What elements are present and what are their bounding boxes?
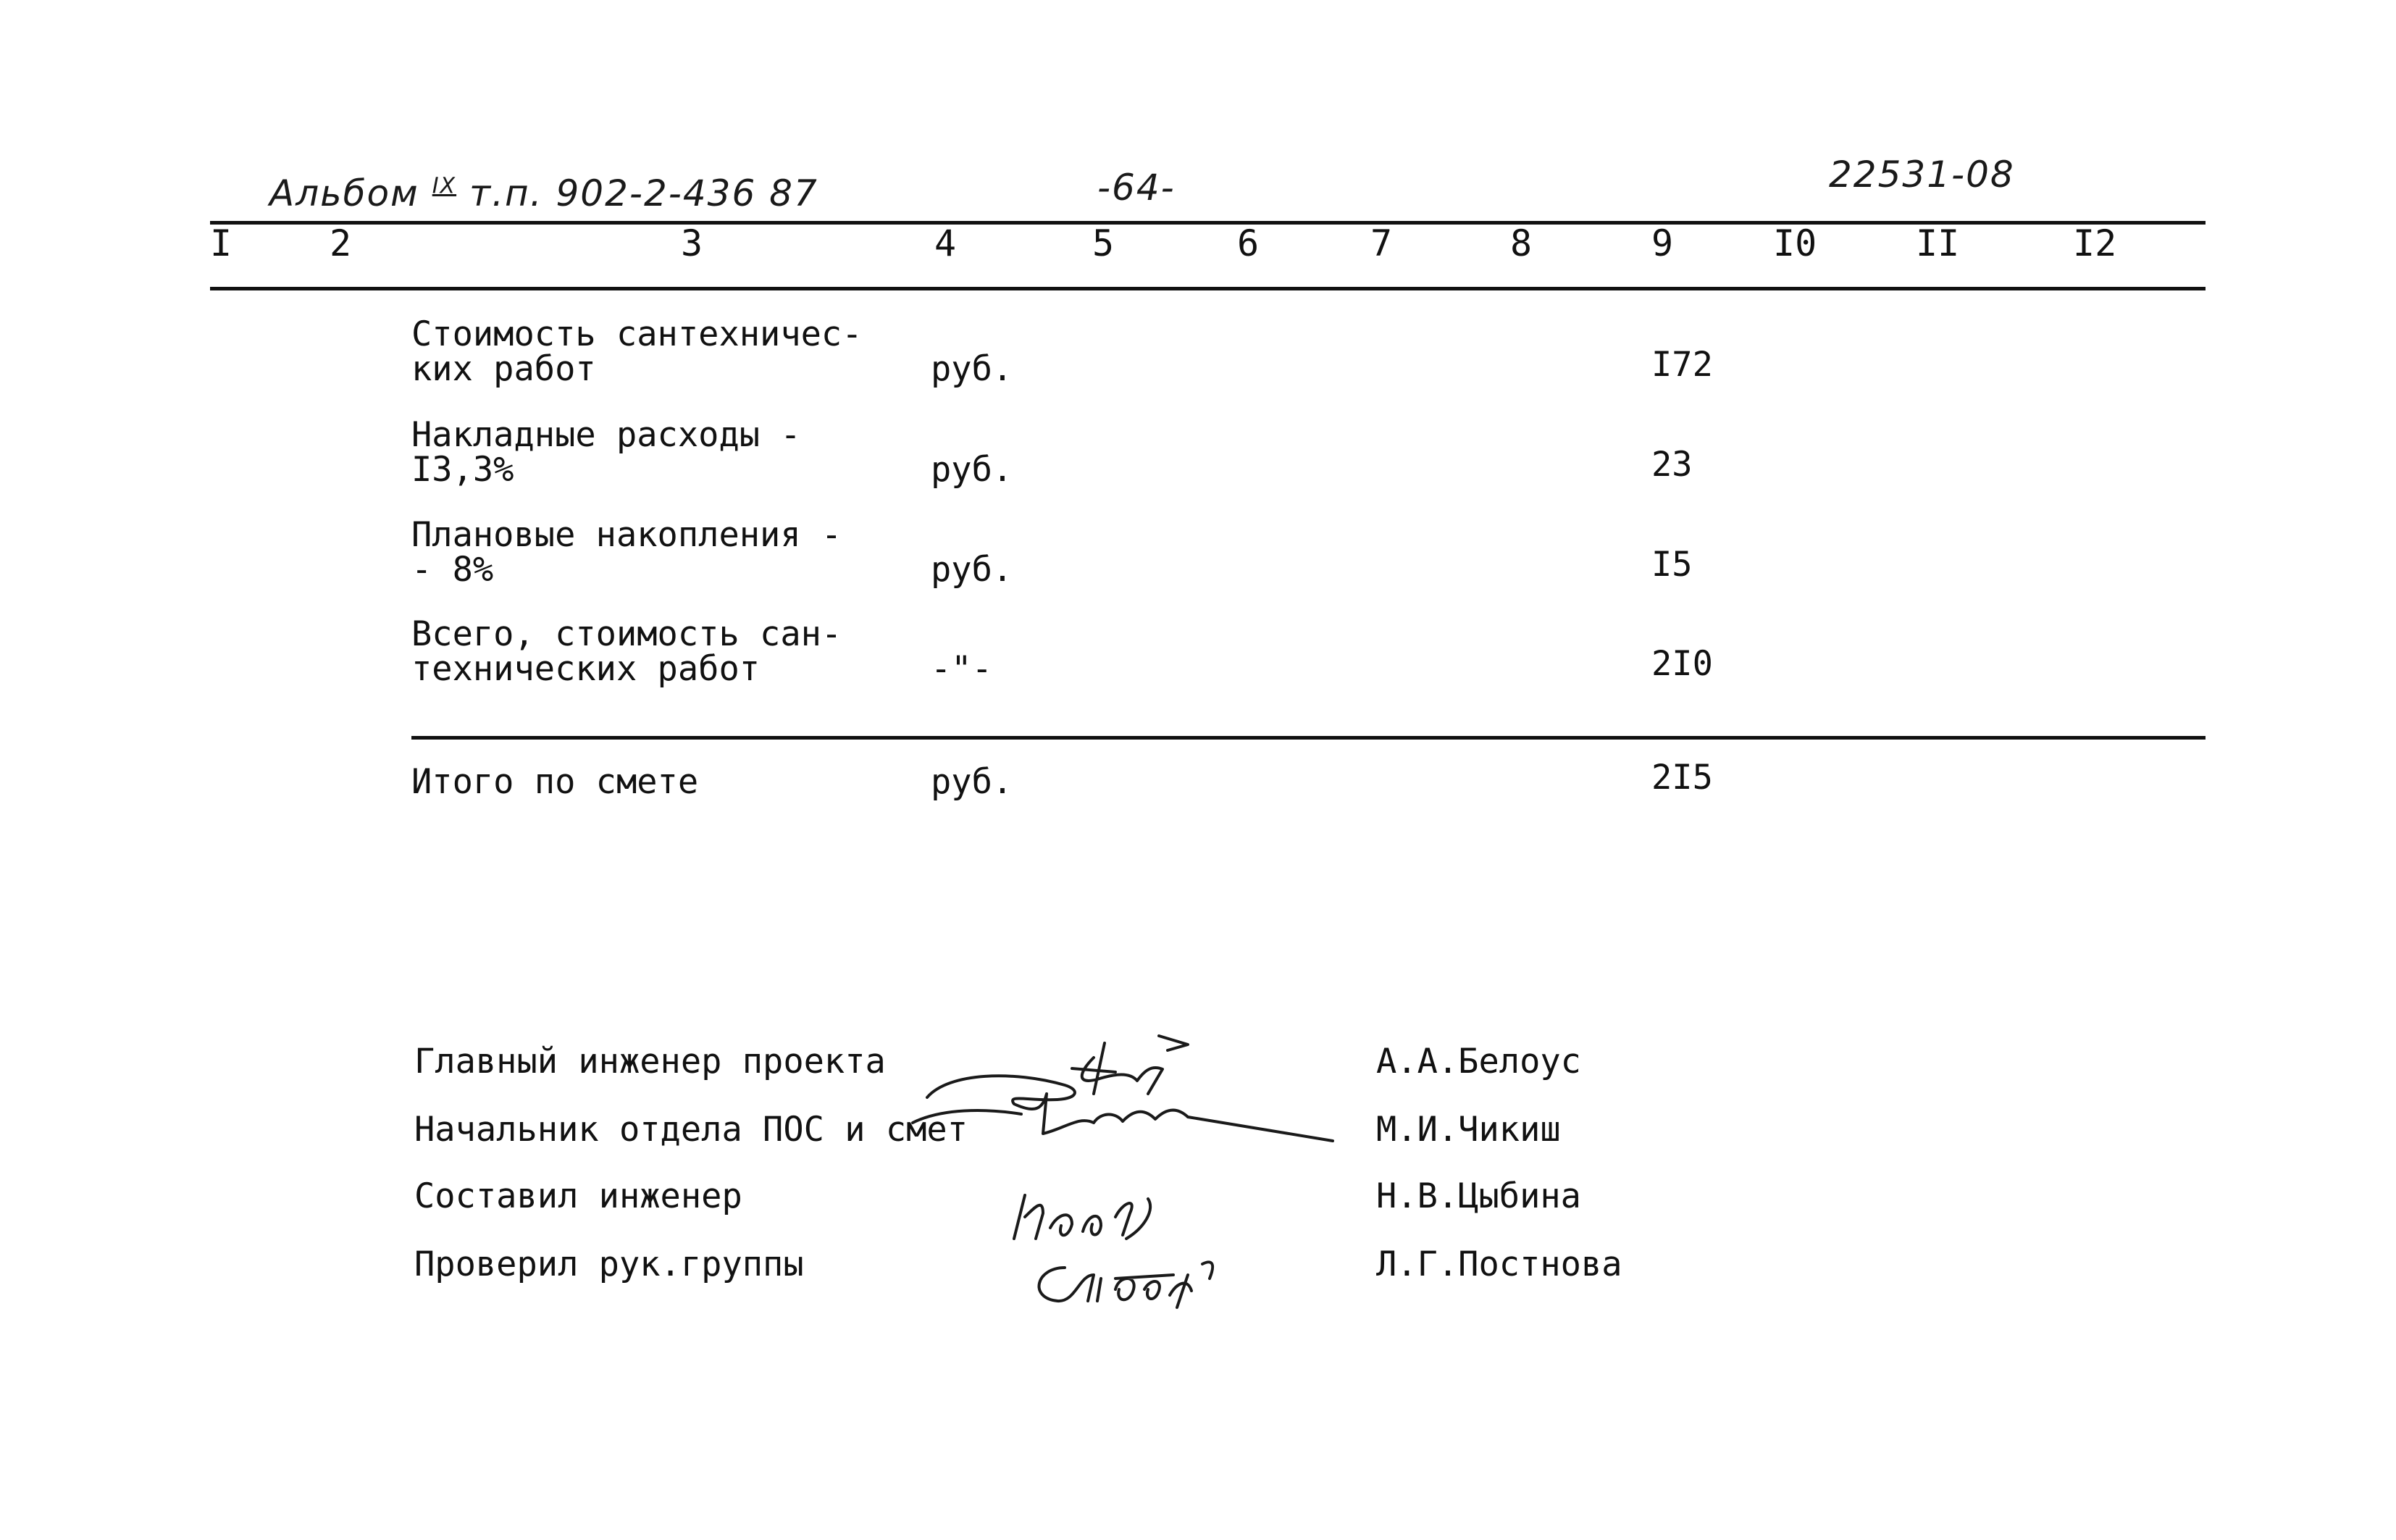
- row-value: 2I0: [1651, 644, 1713, 684]
- column-number: 6: [1237, 222, 1260, 264]
- column-number: II: [1916, 222, 1960, 264]
- signatory-name: Н.В.Цыбина: [1376, 1176, 1581, 1216]
- signatory-name: М.И.Чикиш: [1376, 1110, 1561, 1150]
- column-number: 7: [1370, 222, 1393, 264]
- signature-chief-engineer: [1072, 1036, 1188, 1094]
- album-reference: [269, 172, 818, 214]
- column-number: 3: [681, 222, 703, 264]
- signatures-block: [898, 1029, 1362, 1318]
- table-header-rule: [210, 287, 2206, 290]
- row-value: I72: [1651, 345, 1713, 385]
- signatory-position: Составил инженер: [414, 1176, 742, 1216]
- signatory-position: Начальник отдела ПОС и смет: [414, 1110, 968, 1150]
- total-name: Итого по смете: [411, 762, 699, 802]
- column-number: 8: [1510, 222, 1533, 264]
- total-unit: руб.: [931, 762, 1013, 802]
- album-prefix: Альбом: [269, 172, 419, 214]
- album-volume: IX: [432, 173, 457, 199]
- signatory-name: А.А.Белоус: [1376, 1042, 1581, 1081]
- column-number: 4: [934, 222, 957, 264]
- signatory-position: Проверил рук.группы: [414, 1244, 804, 1284]
- row-value: I5: [1651, 545, 1693, 585]
- column-number: I2: [2073, 222, 2117, 264]
- row-name-line2: - 8%: [411, 550, 494, 590]
- table-top-rule: [210, 221, 2206, 225]
- page-number: -64-: [1097, 167, 1176, 209]
- column-number: I: [210, 222, 233, 264]
- total-rule: [411, 736, 2206, 740]
- signature-group-leader: [1039, 1262, 1213, 1307]
- row-name-line1: Плановые накопления -: [411, 515, 842, 555]
- row-name-line1: Накладные расходы -: [411, 415, 801, 455]
- signatory-name: Л.Г.Постнова: [1376, 1244, 1622, 1284]
- document-code: 22531-08: [1829, 154, 2015, 196]
- row-unit: руб.: [931, 450, 1013, 490]
- column-number: 5: [1092, 222, 1115, 264]
- column-number: I0: [1773, 222, 1817, 264]
- row-value: 23: [1651, 445, 1693, 485]
- column-number: 9: [1651, 222, 1674, 264]
- column-number: 2: [330, 222, 352, 264]
- row-unit: -"-: [931, 649, 992, 689]
- row-name-line1: Стоимость сантехничес-: [411, 314, 863, 354]
- row-name-line1: Всего, стоимость сан-: [411, 614, 842, 654]
- signature-compiler: [1014, 1195, 1150, 1239]
- album-ref: т.п. 902-2-436 87: [469, 172, 818, 214]
- row-unit: руб.: [931, 550, 1013, 590]
- row-name-line2: ких работ: [411, 349, 596, 389]
- total-value: 2I5: [1651, 758, 1713, 798]
- row-unit: руб.: [931, 349, 1013, 389]
- signatory-position: Главный инженер проекта: [414, 1042, 886, 1081]
- signature-department-head: [913, 1076, 1333, 1141]
- row-name-line2: I3,3%: [411, 450, 514, 490]
- row-name-line2: технических работ: [411, 649, 761, 689]
